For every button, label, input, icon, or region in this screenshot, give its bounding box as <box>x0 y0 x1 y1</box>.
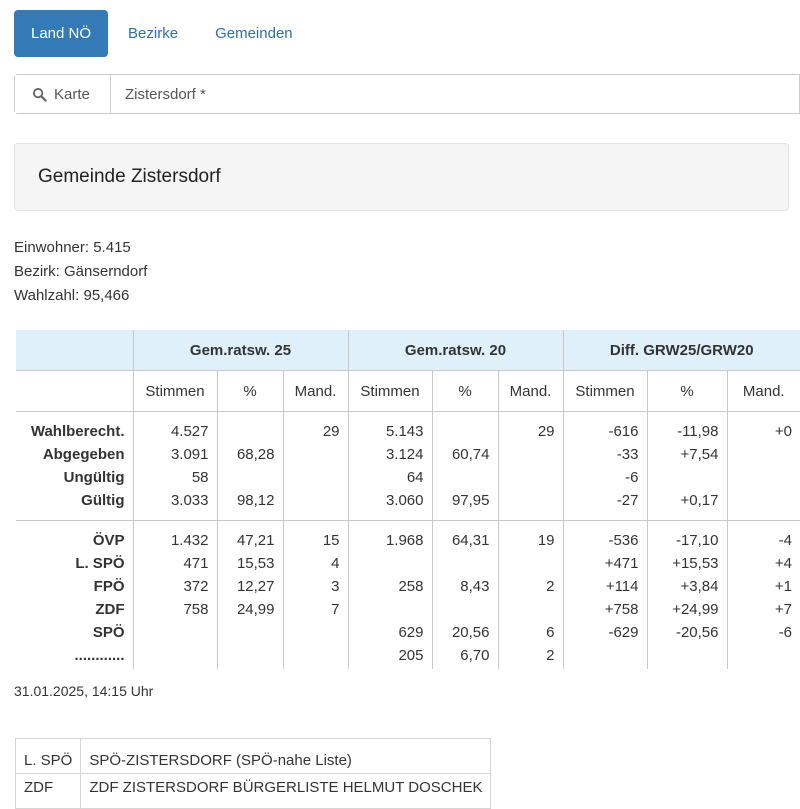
cell <box>498 489 563 521</box>
cell <box>563 644 647 669</box>
cell: 58 <box>133 466 217 489</box>
cell <box>217 466 283 489</box>
party-legend <box>15 738 491 809</box>
cell <box>727 466 800 489</box>
table-row <box>16 575 800 598</box>
cell: 471 <box>133 552 217 575</box>
cell: +114 <box>563 575 647 598</box>
tab-land-noe[interactable]: Land NÖ <box>14 10 108 57</box>
cell <box>727 489 800 521</box>
cell <box>647 644 727 669</box>
cell: -6 <box>727 621 800 644</box>
cell <box>283 489 348 521</box>
top-nav <box>14 10 310 57</box>
cell <box>432 466 498 489</box>
subheader-corner <box>16 371 133 412</box>
cell: 258 <box>348 575 432 598</box>
cell: 98,12 <box>217 489 283 521</box>
group-header-grw20: Gem.ratsw. 20 <box>348 330 563 371</box>
cell: 629 <box>348 621 432 644</box>
cell: +758 <box>563 598 647 621</box>
cell: 372 <box>133 575 217 598</box>
cell: -11,98 <box>647 412 727 444</box>
cell: 5.143 <box>348 412 432 444</box>
cell: 29 <box>498 412 563 444</box>
legend-abbr: L. SPÖ <box>16 739 81 774</box>
page-title: Gemeinde Zistersdorf <box>38 166 221 187</box>
cell: -629 <box>563 621 647 644</box>
cell: 7 <box>283 598 348 621</box>
cell: +24,99 <box>647 598 727 621</box>
cell: 758 <box>133 598 217 621</box>
tab-gemeinden[interactable]: Gemeinden <box>215 25 293 42</box>
cell <box>432 412 498 444</box>
cell <box>283 466 348 489</box>
cell <box>217 621 283 644</box>
table-row <box>16 489 800 521</box>
population: Einwohner: 5.415 <box>14 239 131 256</box>
cell: +15,53 <box>647 552 727 575</box>
cell <box>217 644 283 669</box>
party-label: ÖVP <box>16 521 133 553</box>
cell <box>133 621 217 644</box>
map-button[interactable] <box>15 75 111 113</box>
cell <box>348 598 432 621</box>
cell: 47,21 <box>217 521 283 553</box>
cell: 205 <box>348 644 432 669</box>
municipality-info <box>14 236 147 308</box>
subheader: Stimmen <box>133 371 217 412</box>
cell: 1.432 <box>133 521 217 553</box>
table-row <box>16 552 800 575</box>
cell: -33 <box>563 443 647 466</box>
cell: +7 <box>727 598 800 621</box>
cell: 6 <box>498 621 563 644</box>
search-input[interactable]: Zistersdorf * <box>125 85 206 103</box>
table-row <box>16 521 800 553</box>
cell <box>133 644 217 669</box>
cell: 15,53 <box>217 552 283 575</box>
table-row <box>16 412 800 444</box>
subheader: Mand. <box>283 371 348 412</box>
cell: 24,99 <box>217 598 283 621</box>
legend-row <box>16 739 491 774</box>
cell: -4 <box>727 521 800 553</box>
cell: -6 <box>563 466 647 489</box>
cell <box>283 443 348 466</box>
cell: 8,43 <box>432 575 498 598</box>
header-corner <box>16 330 133 371</box>
cell: +0 <box>727 412 800 444</box>
subheader: % <box>432 371 498 412</box>
row-label: Gültig <box>16 489 133 521</box>
cell: 1.968 <box>348 521 432 553</box>
cell: +1 <box>727 575 800 598</box>
cell: 4.527 <box>133 412 217 444</box>
search-bar <box>14 74 800 114</box>
search-icon <box>32 87 47 102</box>
cell: 3.033 <box>133 489 217 521</box>
timestamp: 31.01.2025, 14:15 Uhr <box>14 683 154 699</box>
table-row <box>16 621 800 644</box>
cell: +0,17 <box>647 489 727 521</box>
cell: -616 <box>563 412 647 444</box>
cell: 97,95 <box>432 489 498 521</box>
cell: 2 <box>498 575 563 598</box>
subheader: Stimmen <box>563 371 647 412</box>
legend-row <box>16 774 491 809</box>
table-row <box>16 644 800 669</box>
cell: 68,28 <box>217 443 283 466</box>
cell: +7,54 <box>647 443 727 466</box>
cell <box>348 552 432 575</box>
cell: 3 <box>283 575 348 598</box>
cell: +471 <box>563 552 647 575</box>
legend-name: SPÖ-ZISTERSDORF (SPÖ-nahe Liste) <box>81 739 491 774</box>
cell <box>498 443 563 466</box>
subheader: % <box>647 371 727 412</box>
map-button-label: Karte <box>54 85 90 103</box>
party-rows <box>16 521 800 670</box>
cell <box>727 644 800 669</box>
cell <box>498 466 563 489</box>
summary-rows <box>16 412 800 521</box>
table-row <box>16 466 800 489</box>
cell: 6,70 <box>432 644 498 669</box>
table-row <box>16 443 800 466</box>
cell <box>727 443 800 466</box>
cell: +3,84 <box>647 575 727 598</box>
cell: 29 <box>283 412 348 444</box>
legend-name: ZDF ZISTERSDORF BÜRGERLISTE HELMUT DOSCHEK <box>81 774 491 809</box>
cell: -27 <box>563 489 647 521</box>
party-label: L. SPÖ <box>16 552 133 575</box>
subheader: Mand. <box>727 371 800 412</box>
quota: Wahlzahl: 95,466 <box>14 287 130 304</box>
group-header-diff: Diff. GRW25/GRW20 <box>563 330 800 371</box>
group-header-grw25: Gem.ratsw. 25 <box>133 330 348 371</box>
cell: 60,74 <box>432 443 498 466</box>
subheader: % <box>217 371 283 412</box>
cell: 3.091 <box>133 443 217 466</box>
cell <box>283 644 348 669</box>
cell: 4 <box>283 552 348 575</box>
row-label: Ungültig <box>16 466 133 489</box>
cell: 20,56 <box>432 621 498 644</box>
tab-bezirke[interactable]: Bezirke <box>128 25 179 42</box>
party-label: ............ <box>16 644 133 669</box>
table-row <box>16 598 800 621</box>
cell: 19 <box>498 521 563 553</box>
subheader: Mand. <box>498 371 563 412</box>
cell <box>432 598 498 621</box>
cell: 2 <box>498 644 563 669</box>
cell: 3.124 <box>348 443 432 466</box>
cell <box>283 621 348 644</box>
party-label: FPÖ <box>16 575 133 598</box>
district: Bezirk: Gänserndorf <box>14 263 148 280</box>
cell: -17,10 <box>647 521 727 553</box>
cell: 12,27 <box>217 575 283 598</box>
legend-abbr: ZDF <box>16 774 81 809</box>
cell: -20,56 <box>647 621 727 644</box>
cell: 64 <box>348 466 432 489</box>
cell: 64,31 <box>432 521 498 553</box>
party-label: ZDF <box>16 598 133 621</box>
cell <box>498 598 563 621</box>
cell <box>217 412 283 444</box>
results-table <box>16 330 800 669</box>
cell: 3.060 <box>348 489 432 521</box>
municipality-panel <box>14 143 789 211</box>
cell: 15 <box>283 521 348 553</box>
row-label: Wahlberecht. <box>16 412 133 444</box>
cell: +4 <box>727 552 800 575</box>
cell <box>498 552 563 575</box>
cell: -536 <box>563 521 647 553</box>
subheader: Stimmen <box>348 371 432 412</box>
cell <box>432 552 498 575</box>
cell <box>647 466 727 489</box>
party-label: SPÖ <box>16 621 133 644</box>
row-label: Abgegeben <box>16 443 133 466</box>
